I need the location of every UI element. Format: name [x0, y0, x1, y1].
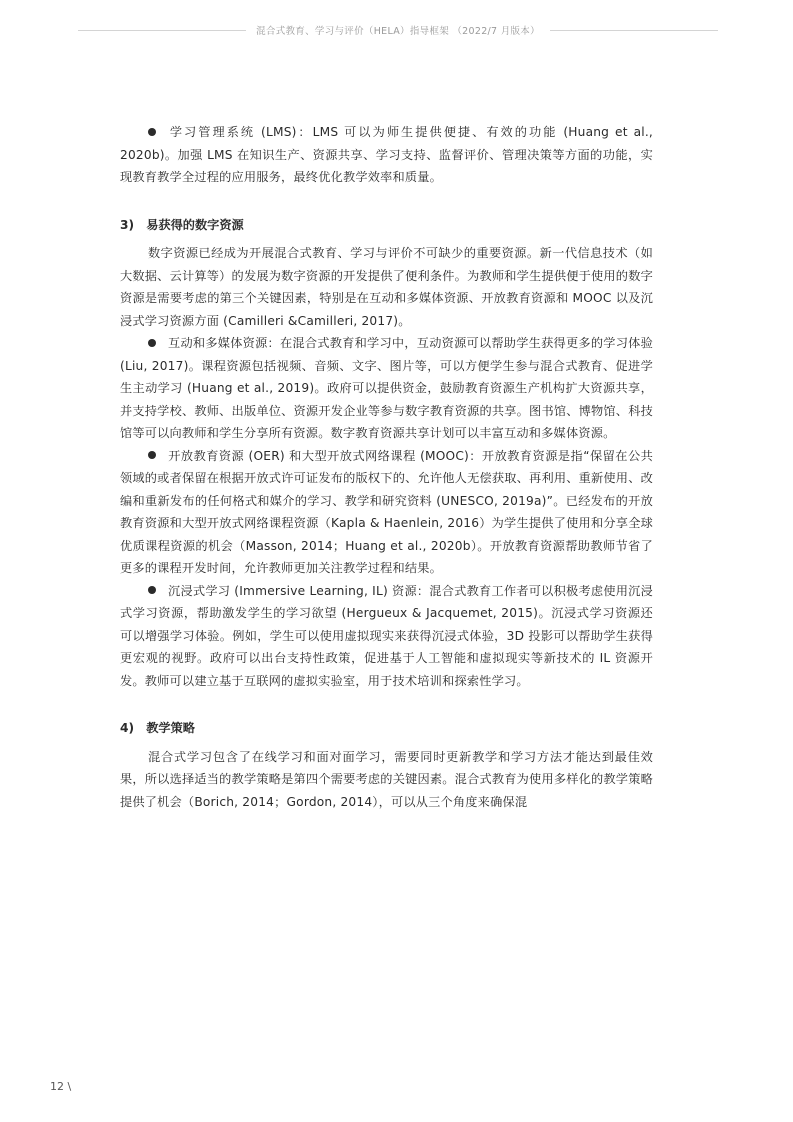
section-4-heading: 4) 教学策略	[120, 721, 195, 735]
bullet-interactive-text: 互动和多媒体资源：在混合式教育和学习中，互动资源可以帮助学生获得更多的学习体验 (Liu, 2017)。课程资源包括视频、音频、文字、图片等，可以方便学生参与混合式教育、促进学生主动学习 (Huang et al., 2019)。政府可以提供资金，鼓励教育资源生产机构扩大资源共享，并支持学校、教师、出版单位、资源开发企业等参与数字教育资源的共享。图书馆、博物馆、科技馆等可以向教师和学生分享所有资源。数字教育资源共享计划可以丰富互动和多媒体资源。	[120, 336, 653, 440]
header-rule-right	[550, 30, 718, 31]
header-title: 混合式教育、学习与评价（HELA）指导框架 （2022/7 月版本）	[256, 26, 540, 37]
bullet-icon	[148, 451, 156, 459]
bullet-icon	[148, 586, 156, 594]
header-rule-left	[78, 30, 246, 31]
bullet-oer	[120, 445, 653, 580]
bullet-interactive	[120, 332, 653, 445]
section-3-intro: 数字资源已经成为开展混合式教育、学习与评价不可缺少的重要资源。新一代信息技术（如大数据、云计算等）的发展为数字资源的开发提供了便利条件。为教师和学生提供便于使用的数字资源是需要考虑的第三个关键因素，特别是在互动和多媒体资源、开放教育资源和 MOOC 以及沉浸式学习资源方面 (Camilleri &Camilleri, 2017)。	[120, 246, 653, 328]
bullet-immersive	[120, 580, 653, 693]
running-header	[78, 22, 718, 38]
bullet-immersive-text: 沉浸式学习 (Immersive Learning, IL) 资源：混合式教育工作者可以积极考虑使用沉浸式学习资源，帮助激发学生的学习欲望 (Hergueux & Jacquemet, 2015)。沉浸式学习资源还可以增强学习体验。例如，学生可以使用虚拟现实来获得沉浸式体验，3D 投影可以帮助学生获得更宏观的视野。政府可以出台支持性政策，促进基于人工智能和虚拟现实等新技术的 IL 资源开发。教师可以建立基于互联网的虚拟实验室，用于技术培训和探索性学习。	[120, 583, 653, 688]
bullet-icon	[148, 128, 156, 136]
bullet-icon	[148, 339, 156, 347]
section-3-heading: 3) 易获得的数字资源	[120, 217, 244, 232]
bullet-oer-text: 开放教育资源 (OER) 和大型开放式网络课程 (MOOC)：开放教育资源是指“保留在公共领域的或者保留在根据开放式许可证发布的版权下的、允许他人无偿获取、再利用、重新使用、改编和重新发布的任何格式和媒介的学习、教学和研究资料 (UNESCO, 2019a)”。已经发布的开放教育资源和大型开放式网络课程资源（Kapla & Haenlein, 2016）为学生提供了使用和分享全球优质课程资源的机会（Masson, 2014；Huang et al., 2020b）。开放教育资源帮助教师节省了更多的课程开发时间，允许教师更加关注教学过程和结果。	[120, 448, 653, 575]
page-body	[120, 121, 653, 813]
page-number: 12 \	[50, 1080, 72, 1093]
bullet-lms-text: 学习管理系统 (LMS)：LMS 可以为师生提供便捷、有效的功能 (Huang et al., 2020b)。加强 LMS 在知识生产、资源共享、学习支持、监督评价、管理决策等方面的功能，实现教育教学全过程的应用服务，最终优化教学效率和质量。	[120, 125, 653, 184]
bullet-lms	[120, 121, 653, 189]
section-4-intro: 混合式学习包含了在线学习和面对面学习，需要同时更新教学和学习方法才能达到最佳效果，所以选择适当的教学策略是第四个需要考虑的关键因素。混合式教育为使用多样化的教学策略提供了机会（Borich, 2014；Gordon, 2014），可以从三个角度来确保混	[120, 749, 653, 809]
